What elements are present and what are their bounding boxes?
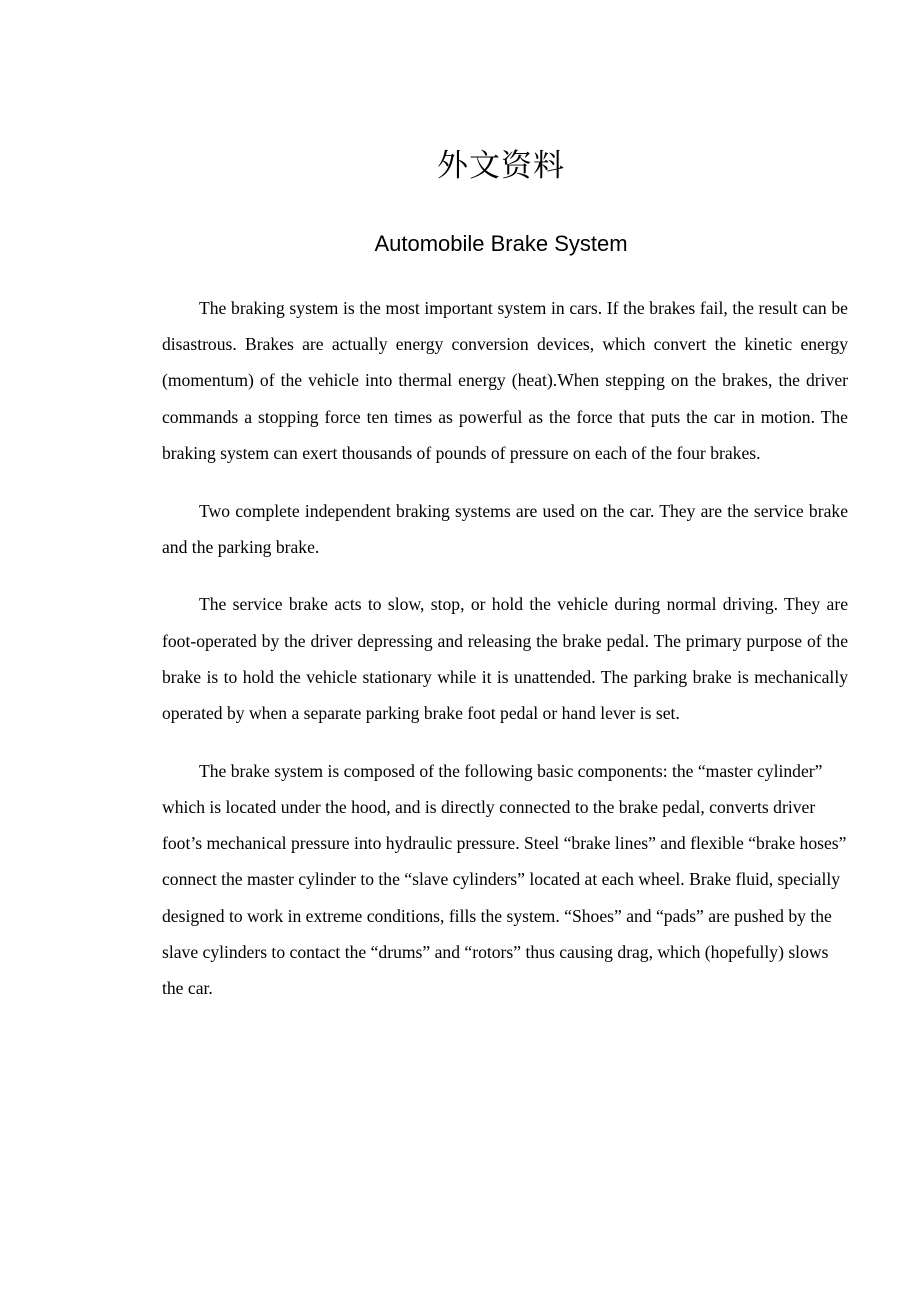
paragraph: The braking system is the most important system in cars. If the brakes fail, the result can be disastrous. Brakes are actually energy conversion devices, which convert the kinetic energy (momentum) of the vehicle into thermal energy (heat).When stepping on the brakes, the driver commands a stopping force ten times as powerful as the force that puts the car in motion. The braking system can exert thousands of pounds of pressure on each of the four brakes. [162, 298, 848, 463]
article-body [162, 290, 848, 1028]
paragraph: The brake system is composed of the following basic components: the “master cylinder” which is located under the hood, and is directly connected to the brake pedal, converts driver foot’s mechanical pressure into hydraulic pressure. Steel “brake lines” and flexible “brake hoses” connect the master cylinder to the “slave cylinders” located at each wheel. Brake fluid, specially designed to work in extreme conditions, fills the system. “Shoes” and “pads” are pushed by the slave cylinders to contact the “drums” and “rotors” thus causing drag, which (hopefully) slows the car. [162, 760, 847, 998]
paragraph: The service brake acts to slow, stop, or hold the vehicle during normal driving. They are foot-operated by the driver depressing and releasing the brake pedal. The primary purpose of the brake is to hold the vehicle stationary while it is unattended. The parking brake is mechanically operated by when a separate parking brake foot pedal or hand lever is set. [162, 594, 848, 724]
paragraph: Two complete independent braking systems are used on the car. They are the service brake and the parking brake. [162, 500, 848, 557]
page-title: 外文资料 [437, 148, 565, 184]
article-title: Automobile Brake System [374, 231, 628, 256]
